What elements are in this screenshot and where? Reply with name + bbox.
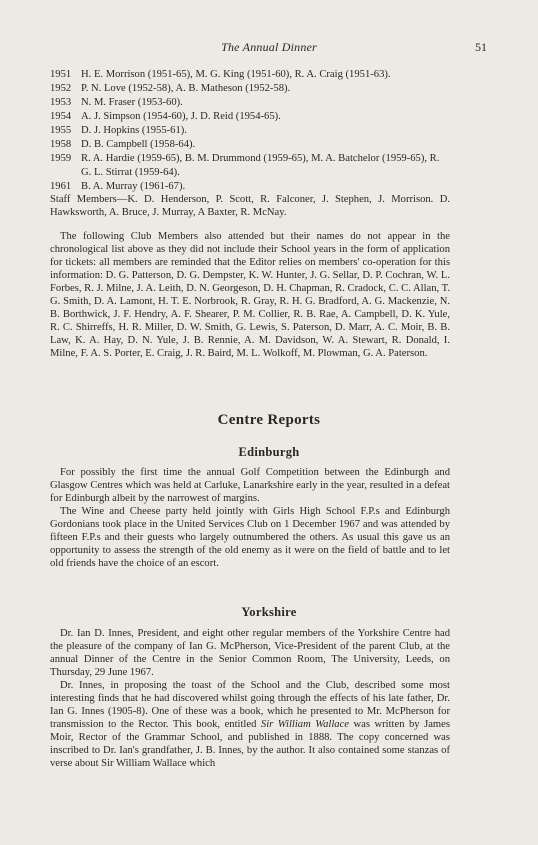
yorkshire-paragraph: Dr. Ian D. Innes, President, and eight other regular members of the Yorkshire Centre had the pleasure of the company of Ian G. McPherson, Vice-President of the parent Club, at the annual Dinner of the Centre in the Senior Common Room, The University, Leeds, on Thursday, 29 June 1967. bbox=[50, 628, 450, 678]
year-row bbox=[50, 138, 450, 152]
year-row bbox=[50, 68, 450, 82]
yorkshire-paragraph bbox=[50, 679, 450, 770]
year-label: 1951 bbox=[50, 69, 72, 80]
year-names: P. N. Love (1952-58), A. B. Matheson (1952-58). bbox=[81, 83, 291, 94]
page-number: 51 bbox=[475, 40, 487, 54]
yorkshire-text-before-title: Dr. Innes, in proposing the toast of the School and the Club, described some most interesting finds that he had discovered whilst going through the effects of his late father, Dr. Ian G. Innes (1905-8). One of these was a book, which he presented to Mr. McPherson for transmission to the Rector. This book, entitled bbox=[50, 680, 450, 730]
year-label: 1958 bbox=[50, 139, 72, 150]
edinburgh-paragraph: For possibly the first time the annual Golf Competition between the Edinburgh and Glasgow Centres which was held at Carluke, Lanarkshire early in the year, resulted in a defeat for Edinburgh albeit by the narrowest of margins. bbox=[50, 467, 450, 504]
year-row bbox=[50, 96, 450, 110]
year-names: R. A. Hardie (1959-65), B. M. Drummond (1959-65), M. A. Batchelor (1959-65), R. G. L. Stirrat (1959-64). bbox=[81, 153, 440, 178]
yorkshire-heading: Yorkshire bbox=[241, 605, 297, 619]
staff-members-paragraph bbox=[50, 193, 450, 219]
running-title: The Annual Dinner bbox=[221, 40, 317, 54]
additional-members-paragraph bbox=[50, 230, 450, 360]
year-names: A. J. Simpson (1954-60), J. D. Reid (1954-65). bbox=[81, 111, 281, 122]
year-names: D. B. Campbell (1958-64). bbox=[81, 139, 196, 150]
edinburgh-report bbox=[50, 466, 450, 570]
yorkshire-text-after-title: was written by James Moir, Rector of the Grammar School, and published in 1888. The copy concerned was inscribed to Dr. Ian's grandfather, J. B. Innes, by the author. It also contained some stanzas of verse about Sir William Wallace which bbox=[50, 719, 451, 769]
year-row bbox=[50, 180, 450, 194]
edinburgh-heading: Edinburgh bbox=[238, 445, 300, 459]
year-row bbox=[50, 110, 450, 124]
year-row bbox=[50, 152, 450, 180]
attendee-year-list bbox=[50, 68, 450, 194]
year-names: B. A. Murray (1961-67). bbox=[81, 181, 186, 192]
year-names: N. M. Fraser (1953-60). bbox=[81, 97, 183, 108]
year-names: D. J. Hopkins (1955-61). bbox=[81, 125, 187, 136]
year-label: 1952 bbox=[50, 83, 72, 94]
additional-members-text: The following Club Members also attended but their names do not appear in the chronological list above as they did not include their School years in the form of application for tickets: all members are reminded that the Editor relies on members' co-operation for this information: D. G. Patterson, D. G. Dempster, K. W. Hunter, J. G. Sellar, D. P. Cochran, W. L. Forbes, R. J. Milne, J. A. Leith, D. N. Georgeson, D. H. Chapman, R. Cradock, C. C. Allan, T. G. Smith, D. A. Lamont, H. T. E. Norbrook, R. Gray, R. H. G. Bradford, A. G. Mackenzie, N. B. Borthwick, J. F. Hendry, A. F. Shearer, P. M. Collier, R. B. Rae, A. Campbell, D. K. Yule, R. C. Shirreffs, H. R. Miller, D. W. Smith, G. Lewis, S. Paterson, D. Marr, A. C. Moir, B. B. Law, K. A. Hay, D. N. Yule, J. B. Rennie, A. M. Davidson, W. A. Stewart, R. Donald, I. Milne, F. A. S. Porter, E. Craig, J. R. Baird, M. L. Wolkoff, M. Plowman, G. A. Paterson. bbox=[50, 231, 450, 359]
staff-members-text: Staff Members—K. D. Henderson, P. Scott, R. Falconer, J. Stephen, J. Morrison. D. Hawksworth, A. Bruce, J. Murray, A Baxter, R. McNay. bbox=[50, 194, 450, 218]
year-names: H. E. Morrison (1951-65), M. G. King (1951-60), R. A. Craig (1951-63). bbox=[81, 69, 391, 80]
year-label: 1953 bbox=[50, 97, 72, 108]
year-label: 1955 bbox=[50, 125, 72, 136]
running-head bbox=[0, 40, 538, 56]
year-label: 1961 bbox=[50, 181, 72, 192]
year-label: 1959 bbox=[50, 153, 72, 164]
book-title: Sir William Wallace bbox=[260, 719, 349, 730]
edinburgh-paragraph: The Wine and Cheese party held jointly with Girls High School F.P.s and Edinburgh Gordonians took place in the United Services Club on 1 December 1967 and was attended by fifteen F.P.s and their guests who largely outnumbered the others. As usual this gave us an opportunity to assess the strength of the old enemy as it were on the field of battle and to let old friends have the choice of an escort. bbox=[50, 506, 450, 569]
year-row bbox=[50, 124, 450, 138]
yorkshire-report bbox=[50, 627, 450, 770]
year-row bbox=[50, 82, 450, 96]
year-label: 1954 bbox=[50, 111, 72, 122]
centre-reports-heading: Centre Reports bbox=[217, 412, 321, 428]
